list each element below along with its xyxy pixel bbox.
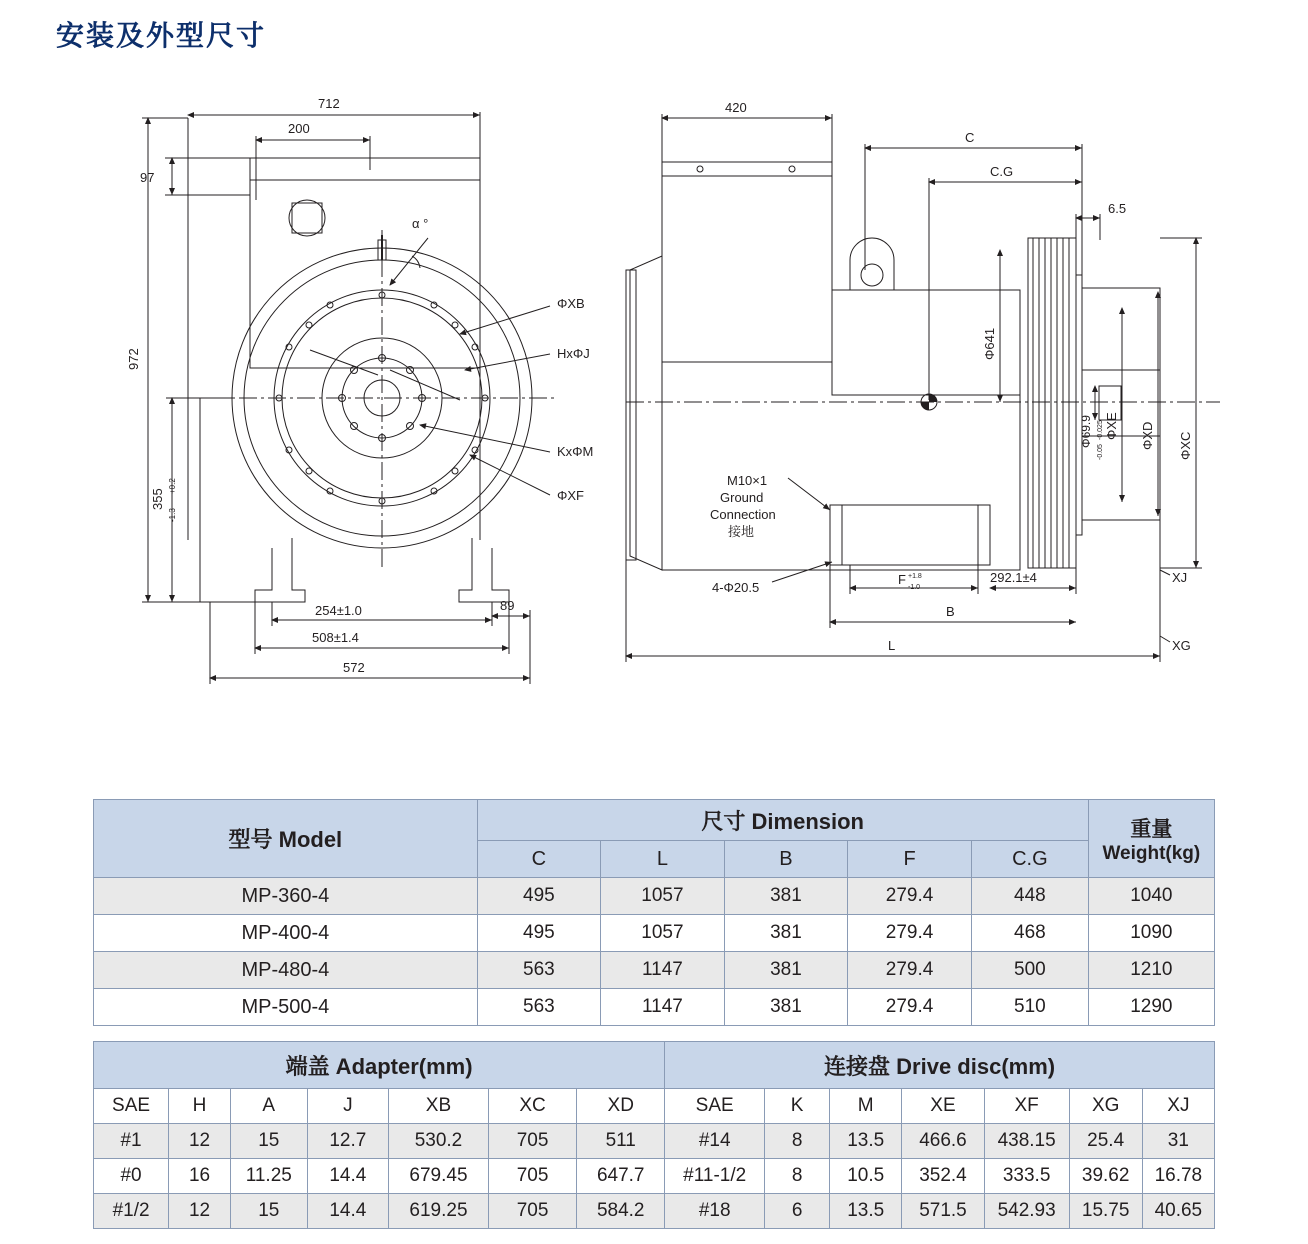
- cell-cg: 448: [972, 878, 1089, 915]
- cell-weight: 1210: [1088, 952, 1214, 989]
- svg-text:B: B: [946, 604, 955, 619]
- cell-k: 6: [765, 1194, 830, 1229]
- svg-text:+1.8: +1.8: [908, 573, 922, 580]
- header-j: J: [307, 1089, 389, 1124]
- svg-text:XJ: XJ: [1172, 570, 1188, 585]
- cell-model: MP-360-4: [94, 878, 478, 915]
- svg-text:420: 420: [725, 100, 747, 115]
- svg-text:ΦXE: ΦXE: [1104, 412, 1119, 440]
- header-weight-en: Weight(kg): [1102, 842, 1201, 864]
- table-row: [94, 1159, 1215, 1194]
- cell-xg: 25.4: [1069, 1124, 1142, 1159]
- svg-text:6.5: 6.5: [1108, 201, 1127, 216]
- cell-xe: 352.4: [902, 1159, 984, 1194]
- cell-xd: 511: [577, 1124, 665, 1159]
- header-a: A: [230, 1089, 307, 1124]
- header-xe: XE: [902, 1089, 984, 1124]
- svg-text:200: 200: [288, 121, 310, 136]
- cell-weight: 1290: [1088, 989, 1214, 1026]
- cell-weight: 1090: [1088, 915, 1214, 952]
- cell-j: 12.7: [307, 1124, 389, 1159]
- svg-text:ΦXF: ΦXF: [557, 488, 584, 503]
- cell-weight: 1040: [1088, 878, 1214, 915]
- cell-l: 1057: [601, 915, 725, 952]
- cell-k: 8: [765, 1159, 830, 1194]
- cell-f: 279.4: [848, 952, 972, 989]
- svg-text:4-Φ20.5: 4-Φ20.5: [712, 580, 760, 595]
- svg-text:ΦXD: ΦXD: [1140, 421, 1155, 450]
- svg-text:-1.0: -1.0: [908, 584, 921, 591]
- cell-sae-drivedisc: #11-1/2: [665, 1159, 765, 1194]
- header-sae-adapter: SAE: [94, 1089, 169, 1124]
- cell-b: 381: [724, 952, 847, 989]
- svg-text:C.G: C.G: [990, 164, 1014, 179]
- cell-sae-drivedisc: #18: [665, 1194, 765, 1229]
- cell-m: 10.5: [830, 1159, 902, 1194]
- cell-xj: 40.65: [1142, 1194, 1214, 1229]
- cell-l: 1147: [601, 989, 725, 1026]
- svg-text:+0.2: +0.2: [168, 478, 177, 494]
- svg-text:XG: XG: [1172, 638, 1191, 653]
- cell-m: 13.5: [830, 1194, 902, 1229]
- cell-b: 381: [724, 915, 847, 952]
- cell-xd: 584.2: [577, 1194, 665, 1229]
- header-cg: C.G: [972, 841, 1089, 878]
- svg-text:ΦXB: ΦXB: [557, 296, 585, 311]
- header-m: M: [830, 1089, 902, 1124]
- cell-m: 13.5: [830, 1124, 902, 1159]
- cell-l: 1147: [601, 952, 725, 989]
- cell-b: 381: [724, 878, 847, 915]
- header-xd: XD: [577, 1089, 665, 1124]
- cell-j: 14.4: [307, 1159, 389, 1194]
- svg-text:254±1.0: 254±1.0: [315, 603, 362, 618]
- header-xf: XF: [984, 1089, 1069, 1124]
- header-model: 型号 Model: [94, 800, 478, 878]
- svg-text:α °: α °: [412, 216, 429, 231]
- cell-xb: 619.25: [389, 1194, 489, 1229]
- cell-cg: 510: [972, 989, 1089, 1026]
- cell-xc: 705: [488, 1194, 576, 1229]
- header-adapter: 端盖 Adapter(mm): [94, 1042, 665, 1089]
- cell-h: 12: [169, 1124, 231, 1159]
- cell-k: 8: [765, 1124, 830, 1159]
- cell-l: 1057: [601, 878, 725, 915]
- cell-a: 15: [230, 1194, 307, 1229]
- header-weight: [1088, 800, 1214, 878]
- cell-sae-adapter: #1: [94, 1124, 169, 1159]
- svg-text:Connection: Connection: [710, 507, 776, 522]
- cell-xb: 530.2: [389, 1124, 489, 1159]
- cell-cg: 468: [972, 915, 1089, 952]
- svg-text:L: L: [888, 638, 896, 653]
- svg-text:508±1.4: 508±1.4: [312, 630, 359, 645]
- header-drivedisc: 连接盘 Drive disc(mm): [665, 1042, 1215, 1089]
- cell-f: 279.4: [848, 915, 972, 952]
- header-l: L: [601, 841, 725, 878]
- cell-c: 495: [477, 878, 600, 915]
- svg-text:972: 972: [126, 348, 141, 370]
- svg-text:712: 712: [318, 96, 340, 111]
- svg-text:M10×1: M10×1: [727, 473, 768, 488]
- cell-xe: 466.6: [902, 1124, 984, 1159]
- cell-xb: 679.45: [389, 1159, 489, 1194]
- svg-text:97: 97: [140, 170, 155, 185]
- cell-sae-drivedisc: #14: [665, 1124, 765, 1159]
- cell-xg: 15.75: [1069, 1194, 1142, 1229]
- cell-cg: 500: [972, 952, 1089, 989]
- cell-sae-adapter: #1/2: [94, 1194, 169, 1229]
- table-row: [94, 878, 1215, 915]
- svg-text:接地: 接地: [728, 524, 755, 539]
- header-c: C: [477, 841, 600, 878]
- page-title: 安装及外型尺寸: [56, 20, 267, 51]
- adapter-drivedisc-table: [93, 1041, 1215, 1229]
- header-k: K: [765, 1089, 830, 1124]
- model-dimension-table: [93, 799, 1215, 1026]
- header-xj: XJ: [1142, 1089, 1214, 1124]
- header-xc: XC: [488, 1089, 576, 1124]
- table-row: [94, 1124, 1215, 1159]
- cell-xg: 39.62: [1069, 1159, 1142, 1194]
- svg-text:Φ69.9: Φ69.9: [1079, 415, 1093, 448]
- svg-text:C: C: [965, 130, 975, 145]
- cell-xe: 571.5: [902, 1194, 984, 1229]
- svg-text:-0.05: -0.05: [1097, 444, 1104, 460]
- header-xb: XB: [389, 1089, 489, 1124]
- svg-text:F: F: [898, 572, 906, 587]
- svg-text:HxΦJ: HxΦJ: [557, 346, 590, 361]
- header-h: H: [169, 1089, 231, 1124]
- cell-xc: 705: [488, 1159, 576, 1194]
- cell-a: 15: [230, 1124, 307, 1159]
- cell-c: 563: [477, 952, 600, 989]
- svg-text:ΦXC: ΦXC: [1178, 431, 1193, 460]
- cell-model: MP-480-4: [94, 952, 478, 989]
- header-f: F: [848, 841, 972, 878]
- cell-xc: 705: [488, 1124, 576, 1159]
- svg-text:-1.3: -1.3: [168, 508, 177, 522]
- header-b: B: [724, 841, 847, 878]
- svg-text:89: 89: [500, 598, 515, 613]
- cell-c: 563: [477, 989, 600, 1026]
- cell-xf: 438.15: [984, 1124, 1069, 1159]
- svg-text:572: 572: [343, 660, 365, 675]
- cell-f: 279.4: [848, 878, 972, 915]
- header-xg: XG: [1069, 1089, 1142, 1124]
- cell-xj: 16.78: [1142, 1159, 1214, 1194]
- table-row: [94, 1194, 1215, 1229]
- cell-h: 12: [169, 1194, 231, 1229]
- svg-text:Φ641: Φ641: [982, 327, 997, 360]
- cell-j: 14.4: [307, 1194, 389, 1229]
- table-row: [94, 915, 1215, 952]
- cell-model: MP-500-4: [94, 989, 478, 1026]
- cell-xd: 647.7: [577, 1159, 665, 1194]
- cell-a: 11.25: [230, 1159, 307, 1194]
- svg-text:-0.025: -0.025: [1097, 420, 1104, 440]
- table-row: [94, 989, 1215, 1026]
- cell-xj: 31: [1142, 1124, 1214, 1159]
- svg-text:355: 355: [150, 488, 165, 510]
- header-sae-drivedisc: SAE: [665, 1089, 765, 1124]
- table-row: [94, 952, 1215, 989]
- header-dimension: 尺寸 Dimension: [477, 800, 1088, 841]
- cell-f: 279.4: [848, 989, 972, 1026]
- cell-b: 381: [724, 989, 847, 1026]
- technical-drawing: [60, 70, 1250, 710]
- svg-text:Ground: Ground: [720, 490, 764, 505]
- cell-model: MP-400-4: [94, 915, 478, 952]
- svg-text:292.1±4: 292.1±4: [990, 570, 1037, 585]
- cell-c: 495: [477, 915, 600, 952]
- cell-h: 16: [169, 1159, 231, 1194]
- header-weight-cn: 重量: [1130, 817, 1173, 841]
- cell-xf: 542.93: [984, 1194, 1069, 1229]
- svg-text:KxΦM: KxΦM: [557, 444, 594, 459]
- cell-sae-adapter: #0: [94, 1159, 169, 1194]
- cell-xf: 333.5: [984, 1159, 1069, 1194]
